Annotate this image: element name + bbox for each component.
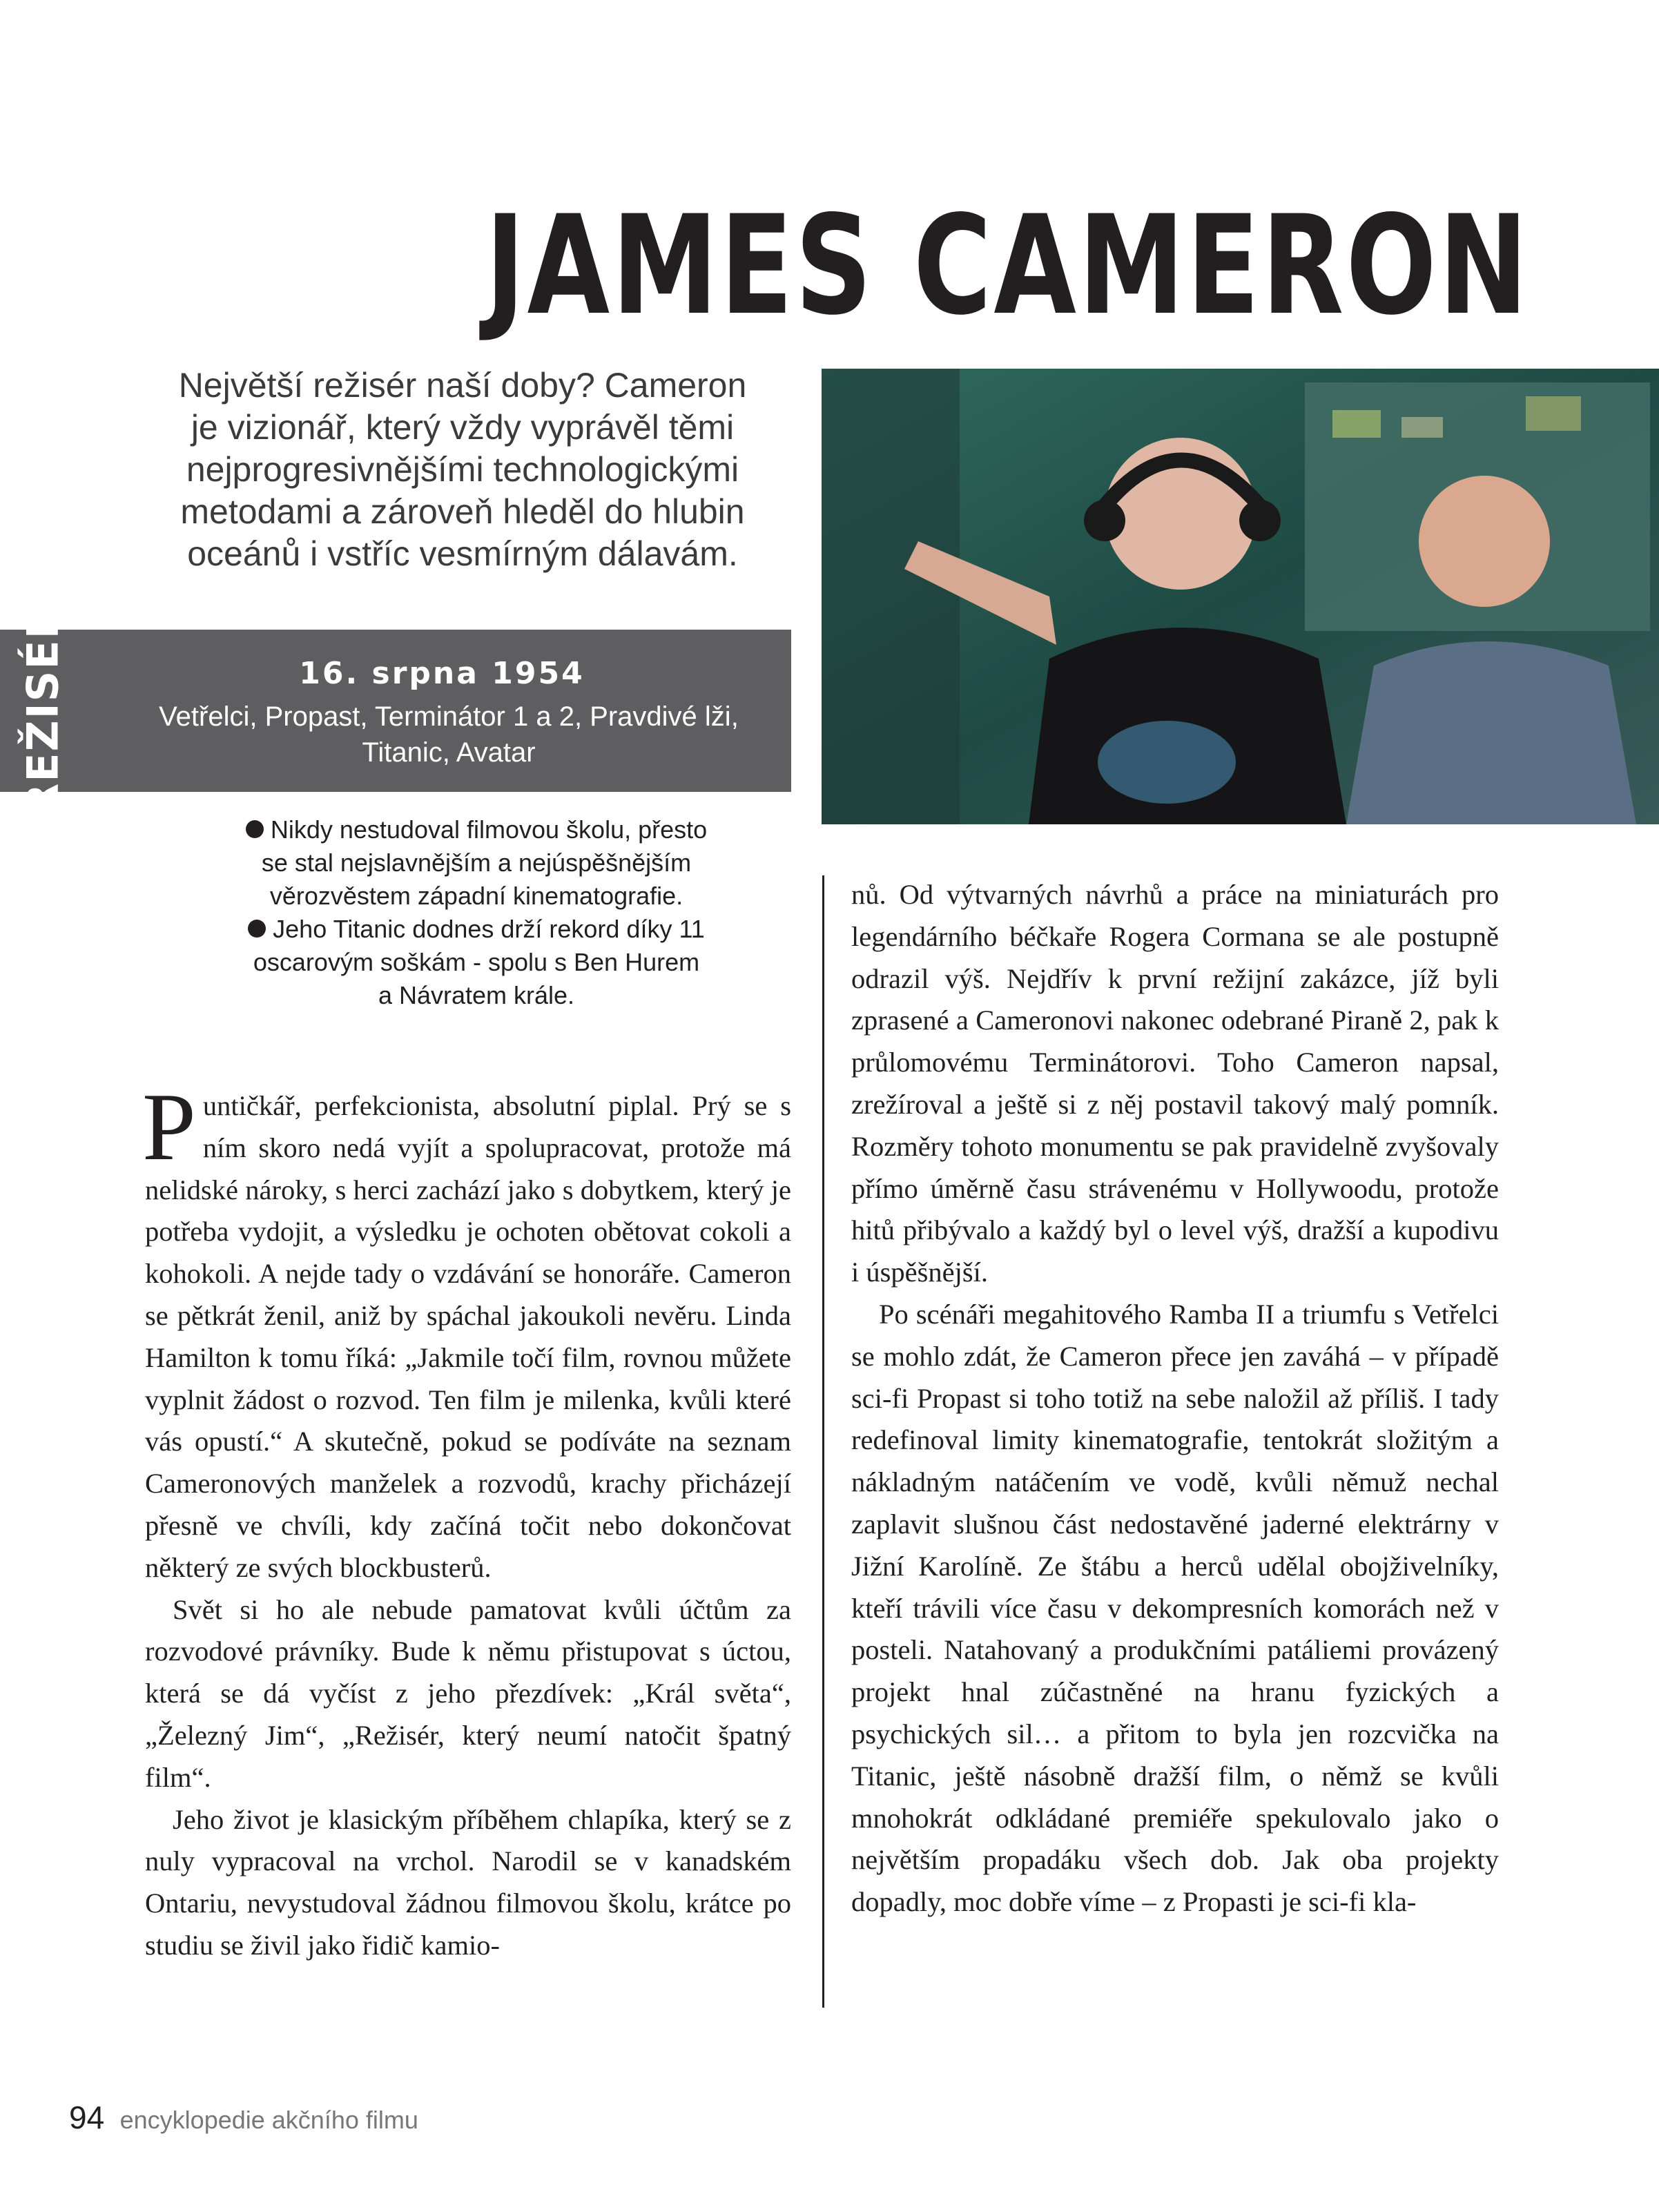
lead-line: oceánů i vstříc vesmírným dálavám. bbox=[187, 534, 738, 573]
photo-illustration bbox=[822, 369, 1659, 824]
article-paragraph: nů. Od výtvarných návrhů a práce na miniaturách pro legendárního béčkaře Rogera Cormana se ale postupně odrazil výš. Nejdřív k první režijní zakázce, jíž byli zprasené a Cameronovi nakonec odebrané Piraně 2, pak k průlomovému Terminátorovi. Toho Cameron napsal, zrežíroval a ještě si z něj postavil takový malý pomník. Rozměry tohoto monumentu se pak pravidelně zvyšovaly přímo úměrně času strávenému v Hollywoodu, protože hitů přibývalo a každý byl o level výš, dražší a kupodivu i úspěšnější. bbox=[851, 879, 1499, 1288]
filmography-line: Titanic, Avatar bbox=[362, 737, 536, 768]
page-footer bbox=[69, 2099, 418, 2136]
paragraph-text: untičkář, perfekcionista, absolutní piplal. Prý se s ním skoro nedá vyjít a spolupracovat, protože má nelidské nároky, s herci zachází jako s dobytkem, který je potřeba vydojit, a výsledku je ochoten obětovat cokoli a kohokoli. A nejde tady o vzdávání se honoráře. Cameron se pětkrát ženil, aniž by spáchal jakoukoli nevěru. Linda Hamilton k tomu říká: „Jakmile točí film, rovnou můžete vyplnit žádost o rozvod. Ten film je milenka, kvůli které vás opustí.“ A skutečně, pokud se podíváte na seznam Cameronových manželek a rozvodů, krachy přicházejí přesně ve chvíli, kdy začíná točit nebo dokončovat některý ze svých blockbusterů. bbox=[145, 1090, 791, 1583]
fact-line: věrozvěstem západní kinematografie. bbox=[269, 882, 683, 910]
drop-cap: P bbox=[142, 1074, 196, 1181]
birth-date: 16. srpna 1954 bbox=[299, 656, 585, 691]
fact-item bbox=[207, 913, 746, 1012]
fact-line: a Návratem krále. bbox=[378, 981, 575, 1009]
filmography-line: Vetřelci, Propast, Terminátor 1 a 2, Pravdivé lži, bbox=[159, 701, 739, 732]
fact-line: se stal nejslavnějším a nejúspěšnějším bbox=[261, 848, 692, 877]
category-label bbox=[1, 604, 84, 817]
article-paragraph: Svět si ho ale nebude pamatovat kvůli účtům za rozvodové právníky. Bude k němu přistupovat s úctou, která se dá vyčíst z jeho přezdívek: „Král světa“, „Železný Jim“, „Režisér, který neumí natočit špatný film“. bbox=[145, 1593, 791, 1793]
fact-line: Nikdy nestudoval filmovou školu, přesto bbox=[270, 815, 708, 844]
film-set-photo bbox=[822, 369, 1659, 824]
article-column-left bbox=[142, 1074, 791, 1967]
fact-line: oscarovým soškám - spolu s Ben Hurem bbox=[253, 948, 700, 976]
bullet-icon bbox=[246, 820, 264, 838]
page-title: JAMES CAMERON bbox=[485, 186, 1531, 345]
lead-line: je vizionář, který vždy vyprávěl těmi bbox=[191, 408, 735, 447]
lead-line: metodami a zároveň hleděl do hlubin bbox=[180, 492, 745, 531]
fact-item bbox=[207, 813, 746, 913]
lead-line: Největší režisér naší doby? Cameron bbox=[178, 366, 747, 405]
lead-line: nejprogresivnějšími technologickými bbox=[186, 450, 739, 489]
facts-list bbox=[207, 813, 746, 1012]
filmography bbox=[138, 699, 759, 770]
article-paragraph bbox=[142, 1074, 791, 1589]
book-title: encyklopedie akčního filmu bbox=[119, 2106, 418, 2134]
page-number: 94 bbox=[69, 2099, 105, 2135]
article-paragraph: Po scénáři megahitového Ramba II a triumfu s Vetřelci se mohlo zdát, že Cameron přece jen zaváhá – v případě sci-fi Propast si toho totiž na sebe naložil až příliš. I tady redefinoval limity kinematografie, tentokrát složitým a nákladným natáčením ve vodě, kvůli němuž nechal zaplavit slušnou část nedostavěné jaderné elektrárny v Jižní Karolíně. Ze štábu a herců udělal obojživelníky, kteří trávili více času v dekompresních komorách než v posteli. Natahovaný a produkčními patáliemi provázený projekt hnal zúčastněné na hranu fyzických a psychických sil… a přitom to byla jen rozcvička na Titanic, ještě násobně dražší film, o němž se kvůli mnohokrát odkládané premiéře spekulovalo jako o největším propadáku všech dob. Jak oba projekty dopadly, moc dobře víme – z Propasti je sci-fi kla- bbox=[851, 1298, 1499, 1918]
column-divider bbox=[822, 875, 824, 2008]
fact-line: Jeho Titanic dodnes drží rekord díky 11 bbox=[273, 915, 705, 943]
article-paragraph: Jeho život je klasickým příběhem chlapíka, který se z nuly vypracoval na vrchol. Narodil se v kanadském Ontariu, nevystudoval žádnou filmovou školu, krátce po studiu se živil jako řidič kamio- bbox=[145, 1803, 791, 1961]
article-column-right bbox=[851, 874, 1499, 1923]
category-text: REŽISÉR bbox=[17, 604, 68, 817]
bullet-icon bbox=[248, 920, 266, 938]
lead-paragraph bbox=[152, 365, 773, 575]
